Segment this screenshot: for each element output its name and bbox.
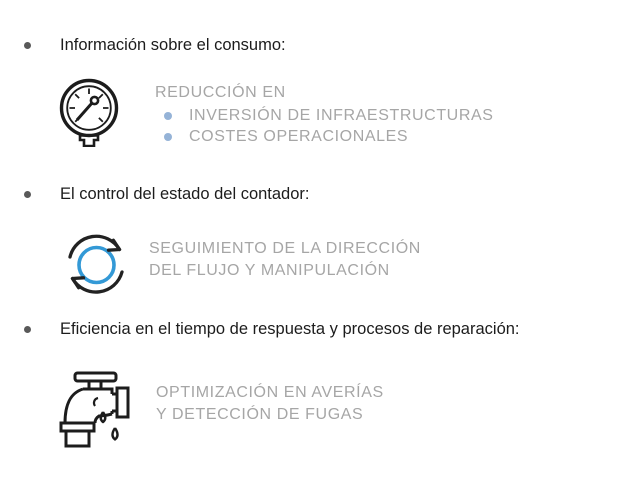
leaking-faucet-icon <box>54 368 132 452</box>
bullet-line-contador <box>24 184 310 205</box>
caption-line: REDUCCIÓN EN <box>155 84 286 101</box>
bullet-dot <box>24 191 31 198</box>
bullet-dot <box>24 42 31 49</box>
bullet-text: Información sobre el consumo: <box>60 36 286 54</box>
sub-bullet-list <box>164 105 494 147</box>
sub-bullet-dot <box>164 112 172 120</box>
sub-bullet-dot <box>164 133 172 141</box>
bullet-text: Eficiencia en el tiempo de respuesta y procesos de reparación: <box>60 320 520 338</box>
bullet-dot <box>24 326 31 333</box>
caption-seguimiento <box>149 238 421 282</box>
bullet-text: El control del estado del contador: <box>60 185 310 203</box>
sub-bullet-text: INVERSIÓN DE INFRAESTRUCTURAS <box>189 106 494 124</box>
sub-bullet-infraestructuras <box>164 105 494 126</box>
caption-line: Y DETECCIÓN DE FUGAS <box>156 406 364 423</box>
bullet-line-eficiencia <box>24 319 520 340</box>
bullet-line-consumo <box>24 35 286 56</box>
sync-arrows-icon <box>59 228 133 300</box>
caption-line: DEL FLUJO Y MANIPULACIÓN <box>149 262 390 279</box>
sub-bullet-costes <box>164 126 494 147</box>
caption-reduccion <box>155 82 286 104</box>
pressure-gauge-icon <box>55 77 123 147</box>
caption-line: SEGUIMIENTO DE LA DIRECCIÓN <box>149 240 421 257</box>
caption-optimizacion <box>156 382 384 426</box>
caption-line: OPTIMIZACIÓN EN AVERÍAS <box>156 384 384 401</box>
sub-bullet-text: COSTES OPERACIONALES <box>189 127 409 145</box>
